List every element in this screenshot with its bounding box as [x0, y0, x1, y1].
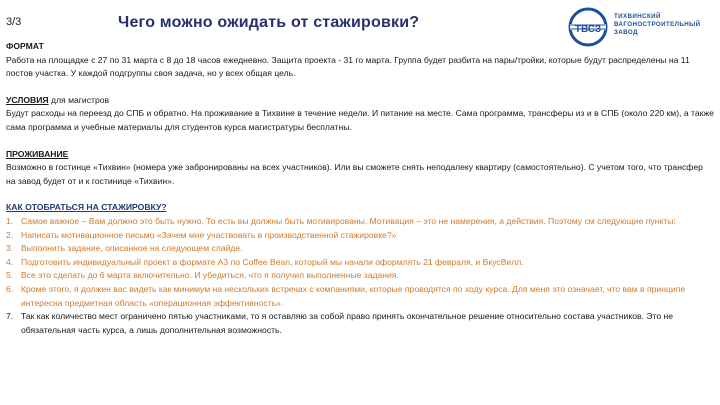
step-number: 2.: [6, 229, 14, 240]
step-text: Так как количество мест ограничено пятью участниками, то я оставляю за собой право принять окончательное решение относительно состава участников. Это не обязательная часть курса, а лишь дополнительная возможность.: [21, 311, 674, 335]
logo-line-3: ЗАВОД: [614, 29, 638, 36]
apply-heading: КАК ОТОБРАТЬСЯ НА СТАЖИРОВКУ?: [6, 202, 167, 213]
step-text: Подготовить индивидуальный проект в формате А3 по Coffee Bean, который мы начали оформлять 21 февраля, и ВкусВилл.: [21, 256, 524, 267]
step-number: 5.: [6, 270, 14, 281]
list-item: [6, 215, 714, 229]
step-text: Кроме этого, я должен вас видеть как минимум на нескольких встречах с компаниями, которые проводятся по ходу курса. Для меня это означает, что вам в принципе интересна предметная область «операционная эффективность».: [21, 283, 686, 308]
logo-mark-text: ТВСЗ: [574, 24, 602, 35]
logo-text: [614, 13, 700, 37]
step-number: 6.: [6, 283, 14, 294]
logo-line-1: ТИХВИНСКИЙ: [614, 13, 661, 20]
section-format: [6, 40, 714, 81]
section-living: [6, 148, 714, 189]
format-text: Работа на площадке с 27 по 31 марта с 8 до 18 часов ежедневно. Защита проекта - 31 го марта. Группа будет разбита на пары/тройки, которые будут распределены на 11 постов участка. У каждой подгруппы своя задача, но у всех общая цель.: [6, 54, 690, 79]
step-number: 4.: [6, 256, 14, 267]
conditions-heading: УСЛОВИЯ: [6, 94, 49, 105]
step-number: 3.: [6, 243, 14, 254]
living-text: Возможно в гостинце «Тихвин» (номера уже забронированы на всех участников). Или вы сможете снять неподалеку квартиру (самостоятельно). С учетом того, что трансфер на завод будет от и к гостинице «Тихвин».: [6, 162, 703, 186]
section-conditions: [6, 94, 714, 135]
apply-steps-list: [6, 215, 714, 337]
page-number: 3/3: [6, 16, 22, 28]
logo-line-2: ВАГОНОСТРОИТЕЛЬНЫЙ: [614, 21, 701, 28]
step-text: Выполнить задание, описанное на следующем слайде.: [21, 243, 243, 254]
living-heading: ПРОЖИВАНИЕ: [6, 148, 69, 159]
list-item: [6, 256, 714, 270]
conditions-heading-line: [6, 94, 714, 108]
list-item: [6, 269, 714, 283]
section-apply: [6, 201, 714, 337]
list-item: [6, 242, 714, 256]
step-text: Написать мотивационное письмо «Зачем мне участвовать в производственной стажировке?»: [21, 229, 397, 240]
step-number: 7.: [6, 311, 14, 322]
conditions-heading-suffix: для магистров: [48, 94, 110, 105]
step-text: Все это сделать до 6 марта включительно. И убедиться, что я получил выполненные задания.: [21, 270, 399, 281]
format-heading: ФОРМАТ: [6, 41, 44, 51]
list-item: [6, 310, 714, 337]
step-text: Самое важное – Вам должно это быть нужно. То есть вы должны быть мотивированы. Мотивация – это не намерения, а действия. Поэтому см следующие пункты:: [21, 215, 676, 226]
list-item: [6, 229, 714, 243]
list-item: [6, 283, 714, 310]
step-number: 1.: [6, 215, 14, 226]
slide-title: Чего можно ожидать от стажировки?: [118, 14, 420, 31]
slide-content: [6, 40, 714, 337]
conditions-text: Будут расходы на переезд до СПБ и обратно. На проживание в Тихвине в течение недели. И питание на месте. Сама программа, трансферы из и в СПБ (около 220 км), а также сама программа и учебные материалы для студентов курса магистратуры бесплатны.: [6, 108, 714, 132]
